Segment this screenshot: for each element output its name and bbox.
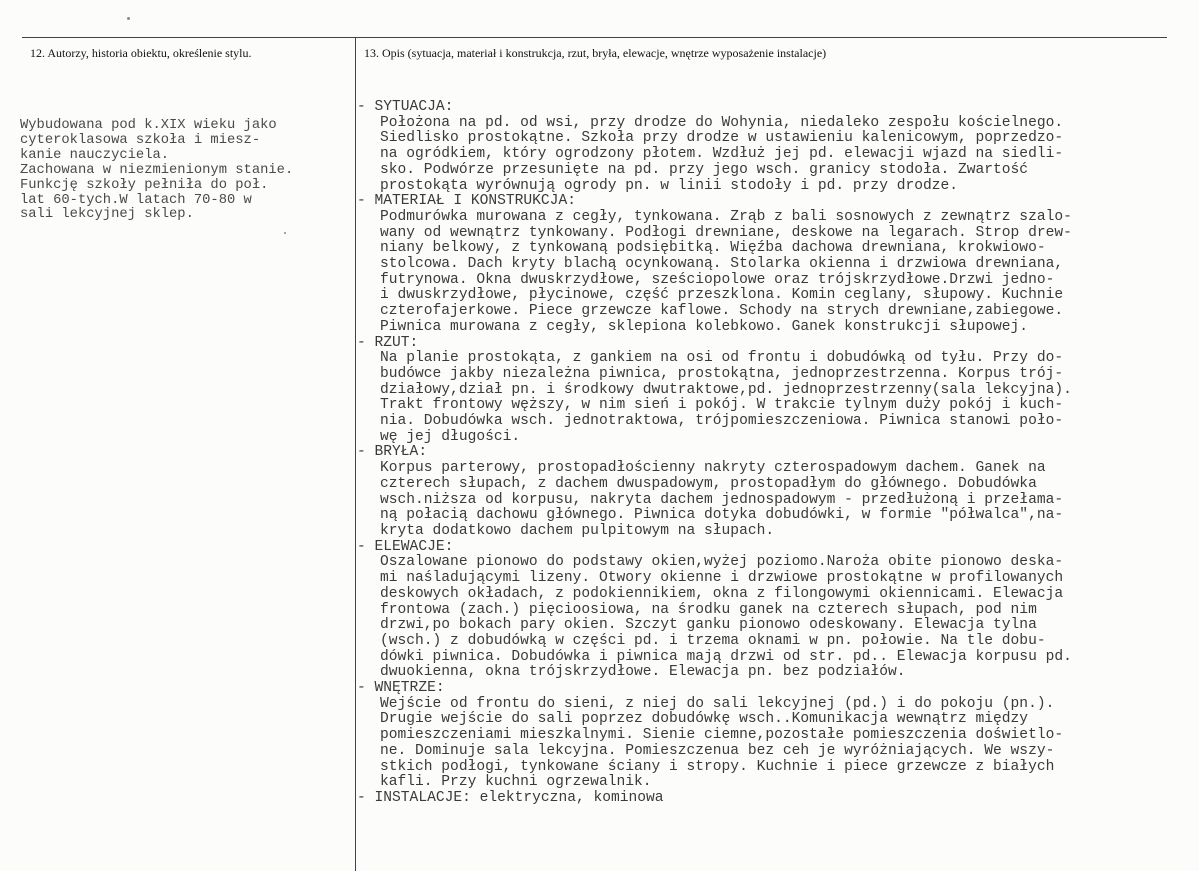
description-section (357, 445, 1072, 539)
history-line: Funkcję szkoły pełniła do poł. (20, 177, 269, 193)
bullet-dash: - (357, 444, 366, 461)
section-line: prostokąta wyrównują ogrody pn. w linii stodoły i pd. przy drodze. (380, 177, 959, 194)
section-line: budówce jakby niezależna piwnica, prostokątna, jednoprzestrzenna. Korpus trój- (380, 365, 1064, 382)
section-line: (wsch.) z dobudówką w części pd. i trzema oknami w pn. połowie. Na tle dobu- (380, 632, 1046, 649)
history-line: Wybudowana pod k.XIX wieku jako (20, 118, 277, 133)
history-line: lat 60-tych.W latach 70-80 w (20, 192, 252, 208)
header-rule (22, 37, 1167, 38)
section-line: dwuokienna, okna trójskrzydłowe. Elewacja pn. bez podziałów. (380, 664, 906, 681)
section-line: niany belkowy, z tynkowaną podsiębitką. Więźba dachowa drewniana, krokwiowo- (380, 240, 1046, 257)
description-section (357, 194, 1072, 335)
section-heading (357, 336, 1072, 352)
column-divider (355, 37, 356, 871)
history-line: kanie nauczyciela. (20, 147, 170, 163)
section-line: Siedlisko prostokątne. Szkoła przy drodze w ustawieniu kalenicowym, poprzedzo- (380, 130, 1064, 147)
history-line: Zachowana w niezmienionym stanie. (20, 162, 294, 178)
section-line: wany od wewnątrz tynkowany. Podłogi drewniane, deskowe na legarach. Strop drew- (380, 224, 1072, 241)
section-line: czterofajerkowe. Piece grzewcze kaflowe. Schody na strych drewniane,zabiegowe. (380, 303, 1064, 320)
scan-speck (127, 17, 130, 20)
section-line: ne. Dominuje sala lekcyjna. Pomieszczenua bez ceh je wyróżniających. We wszy- (380, 742, 1055, 759)
section-title: INSTALACJE: elektryczna, kominowa (374, 789, 664, 806)
section-title: SYTUACJA: (374, 99, 454, 115)
section-line: Piwnica murowana z cegły, sklepiona kolebkowo. Ganek konstrukcji słupowej. (380, 318, 1029, 335)
section-line: Drugie wejście do sali poprzez dobudówkę wsch..Komunikacja wewnątrz między (380, 711, 1029, 728)
section-line: futrynowa. Okna dwuskrzydłowe, sześciopolowe oraz trójskrzydłowe.Drzwi jedno- (380, 271, 1055, 288)
bullet-dash: - (357, 538, 366, 555)
section-title: WNĘTRZE: (374, 680, 445, 697)
bullet-dash: - (357, 680, 366, 697)
section-title: ELEWACJE: (374, 538, 454, 555)
section-line: deskowych okładach, z podokiennikiem, okna z filongowymi okiennicami. Elewacja (380, 585, 1064, 602)
section-heading (357, 194, 1072, 210)
description-section (357, 681, 1072, 791)
section-line: pomieszczeniami mieszkalnymi. Sienie ciemne,pozostałe pomieszczenia doświetlo- (380, 727, 1064, 744)
section-line: Wejście od frontu do sieni, z niej do sali lekcyjnej (pd.) i do pokoju (pn.). (380, 695, 1055, 712)
section-line: Położona na pd. od wsi, przy drodze do Wohynia, niedaleko zespołu kościelnego. (380, 114, 1064, 131)
history-line: cyteroklasowa szkoła i miesz- (20, 132, 261, 148)
history-line: sali lekcyjnej sklep. (20, 207, 194, 223)
section-line: wsch.niższa od korpusu, nakryta dachem jednospadowym - przedłużoną i przełama- (380, 491, 1064, 508)
bullet-dash: - (357, 99, 366, 115)
section-line: Oszalowane pionowo do podstawy okien,wyżej poziomo.Naroża obite pionowo deska- (380, 554, 1064, 571)
section-line: Na planie prostokąta, z gankiem na osi od frontu i dobudówką od tyłu. Przy do- (380, 350, 1064, 367)
section-heading (357, 540, 1072, 556)
section-line: na ogródkiem, który ogrodzony płotem. Wzdłuż jej pd. elewacji wjazd na siedli- (380, 146, 1064, 163)
section-title: RZUT: (374, 334, 419, 351)
description-section (357, 791, 1072, 807)
section-heading (357, 791, 1072, 807)
section-line: frontowa (zach.) pięcioosiowa, na środku ganek na czterech słupach, pod nim (380, 601, 1037, 618)
section-line: czterech słupach, z dachem dwuspadowym, prostopadłym do głównego. Dobudówka (380, 475, 1037, 492)
section-line: stolcowa. Dach kryty blachą ocynkowaną. Stolarka okienna i drzwiowa drewniana, (380, 256, 1064, 273)
section-line: kafli. Przy kuchni ogrzewalnik. (380, 774, 652, 791)
section-line: dówki piwnica. Dobudówka i piwnica mają drzwi od str. pd.. Elewacja korpusu pd. (380, 648, 1072, 665)
section-heading (357, 681, 1072, 697)
bullet-dash: - (357, 193, 366, 210)
section-heading (357, 100, 1072, 116)
section-title: BRYŁA: (374, 444, 428, 461)
description-section (357, 100, 1072, 194)
scan-speck (284, 232, 286, 234)
section-13-heading: 13. Opis (sytuacja, materiał i konstrukcja, rzut, bryła, elewacje, wnętrze wyposażenie instalacje) (364, 46, 827, 60)
bullet-dash: - (357, 789, 366, 806)
section-line: kryta dodatkowo dachem pulpitowym na słupach. (380, 522, 775, 539)
history-text (20, 119, 293, 223)
section-line: działowy,dział pn. i środkowy dwutraktowe,pd. jednoprzestrzenny(sala lekcyjna). (380, 381, 1072, 398)
section-line: Podmurówka murowana z cegły, tynkowana. Zrąb z bali sosnowych z zewnątrz szalo- (380, 208, 1072, 225)
section-line: i dwuskrzydłowe, płycinowe, część przeszklona. Komin ceglany, słupowy. Kuchnie (380, 287, 1064, 304)
description-section (357, 540, 1072, 681)
section-line: Korpus parterowy, prostopadłościenny nakryty czterospadowym dachem. Ganek na (380, 460, 1046, 477)
section-line: nia. Dobudówka wsch. jednotraktowa, trójpomieszczeniowa. Piwnica stanowi poło- (380, 413, 1064, 430)
section-line: mi naśladującymi lizeny. Otwory okienne i drzwiowe prostokątne w profilowanych (380, 570, 1064, 587)
section-line: sko. Podwórze przesunięte na pd. przy jego wsch. granicy stodoła. Zwartość (380, 161, 1029, 178)
section-title: MATERIAŁ I KONSTRUKCJA: (374, 193, 576, 210)
section-line: Trakt frontowy węższy, w nim sień i pokój. W trakcie tylnym duży pokój i kuch- (380, 397, 1064, 414)
description-text (357, 100, 1072, 807)
section-12-heading: 12. Autorzy, historia obiektu, określenie stylu. (30, 46, 252, 60)
section-line: stkich podłogi, tynkowane ściany i stropy. Kuchnie i piece grzewcze z białych (380, 758, 1055, 775)
section-line: wę jej długości. (380, 428, 521, 445)
section-line: drzwi,po bokach pary okien. Szczyt ganku pionowo odeskowany. Elewacja tylna (380, 617, 1037, 634)
bullet-dash: - (357, 334, 366, 351)
section-heading (357, 445, 1072, 461)
description-section (357, 336, 1072, 446)
section-line: ną połacią dachowu głównego. Piwnica dotyka dobudówki, w formie "półwalca",na- (380, 507, 1064, 524)
